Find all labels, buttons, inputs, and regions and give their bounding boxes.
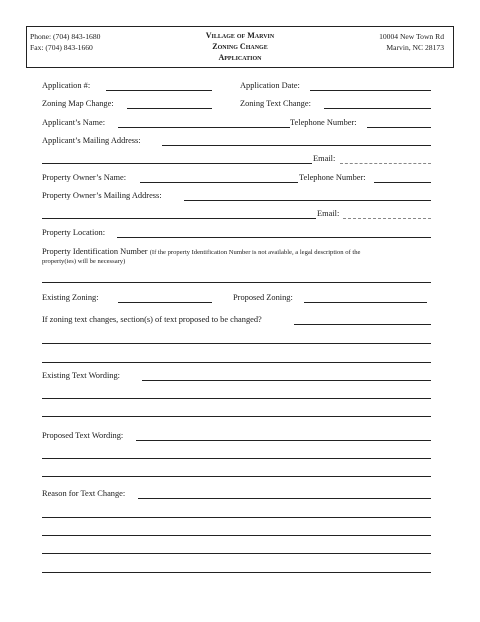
owner-name-label: Property Owner’s Name: bbox=[42, 173, 127, 182]
address-line-1: 10004 New Town Rd bbox=[379, 32, 444, 41]
telephone-number-field[interactable] bbox=[367, 127, 431, 128]
telephone-number-label: Telephone Number: bbox=[290, 118, 357, 127]
pin-label-text: Property Identification Number bbox=[42, 247, 148, 256]
applicant-name-label: Applicant’s Name: bbox=[42, 118, 106, 127]
proposed-text-field[interactable] bbox=[136, 440, 431, 441]
zoning-map-change-field[interactable] bbox=[127, 108, 212, 109]
title-line-1: Village of Marvin bbox=[205, 31, 275, 40]
pin-field[interactable] bbox=[42, 282, 431, 283]
existing-text-field[interactable] bbox=[142, 380, 431, 381]
zoning-text-change-field[interactable] bbox=[324, 108, 431, 109]
sections-question-label: If zoning text changes, section(s) of text proposed to be changed? bbox=[42, 315, 262, 324]
owner-mailing-address-field-line-2[interactable] bbox=[42, 218, 316, 219]
existing-text-field-line-2[interactable] bbox=[42, 398, 431, 399]
email-field[interactable] bbox=[340, 163, 431, 164]
sections-field[interactable] bbox=[294, 324, 431, 325]
zoning-map-change-label: Zoning Map Change: bbox=[42, 99, 114, 108]
sections-field-line-2[interactable] bbox=[42, 343, 431, 344]
mailing-address-field-line-2[interactable] bbox=[42, 163, 312, 164]
reason-field[interactable] bbox=[138, 498, 431, 499]
pin-note: (If the property Identification Number is not available, a legal description of the bbox=[149, 249, 361, 256]
existing-zoning-label: Existing Zoning: bbox=[42, 293, 99, 302]
application-date-label: Application Date: bbox=[240, 81, 300, 90]
owner-email-field[interactable] bbox=[343, 218, 431, 219]
fax-number: Fax: (704) 843-1660 bbox=[30, 43, 93, 52]
property-location-label: Property Location: bbox=[42, 228, 106, 237]
application-number-field[interactable] bbox=[106, 90, 212, 91]
mailing-address-label: Applicant’s Mailing Address: bbox=[42, 136, 141, 145]
proposed-zoning-label: Proposed Zoning: bbox=[233, 293, 293, 302]
proposed-text-field-line-3[interactable] bbox=[42, 476, 431, 477]
email-label: Email: bbox=[313, 154, 336, 163]
reason-field-line-4[interactable] bbox=[42, 553, 431, 554]
existing-text-field-line-3[interactable] bbox=[42, 416, 431, 417]
owner-mailing-address-field[interactable] bbox=[184, 200, 431, 201]
existing-text-label: Existing Text Wording: bbox=[42, 371, 120, 380]
proposed-text-label: Proposed Text Wording: bbox=[42, 431, 124, 440]
mailing-address-block bbox=[379, 31, 444, 53]
title-line-3: Application bbox=[218, 53, 262, 62]
applicant-name-field[interactable] bbox=[118, 127, 290, 128]
owner-telephone-label: Telephone Number: bbox=[299, 173, 366, 182]
owner-telephone-field[interactable] bbox=[374, 182, 431, 183]
property-location-field[interactable] bbox=[117, 237, 431, 238]
zoning-text-change-label: Zoning Text Change: bbox=[240, 99, 311, 108]
title-line-2: Zoning Change bbox=[212, 42, 268, 51]
sections-field-line-3[interactable] bbox=[42, 362, 431, 363]
owner-email-label: Email: bbox=[317, 209, 340, 218]
pin-note-line-2: property(ies) will be necessary) bbox=[42, 258, 126, 265]
reason-field-line-3[interactable] bbox=[42, 535, 431, 536]
form-header bbox=[26, 26, 454, 68]
application-date-field[interactable] bbox=[310, 90, 431, 91]
mailing-address-field[interactable] bbox=[162, 145, 431, 146]
owner-name-field[interactable] bbox=[140, 182, 298, 183]
existing-zoning-field[interactable] bbox=[118, 302, 212, 303]
owner-mailing-address-label: Property Owner’s Mailing Address: bbox=[42, 191, 162, 200]
proposed-text-field-line-2[interactable] bbox=[42, 458, 431, 459]
reason-field-line-2[interactable] bbox=[42, 517, 431, 518]
address-line-2: Marvin, NC 28173 bbox=[386, 43, 444, 52]
reason-field-line-5[interactable] bbox=[42, 572, 431, 573]
proposed-zoning-field[interactable] bbox=[304, 302, 427, 303]
phone-number: Phone: (704) 843-1680 bbox=[30, 32, 101, 41]
application-number-label: Application #: bbox=[42, 81, 91, 90]
reason-label: Reason for Text Change: bbox=[42, 489, 126, 498]
